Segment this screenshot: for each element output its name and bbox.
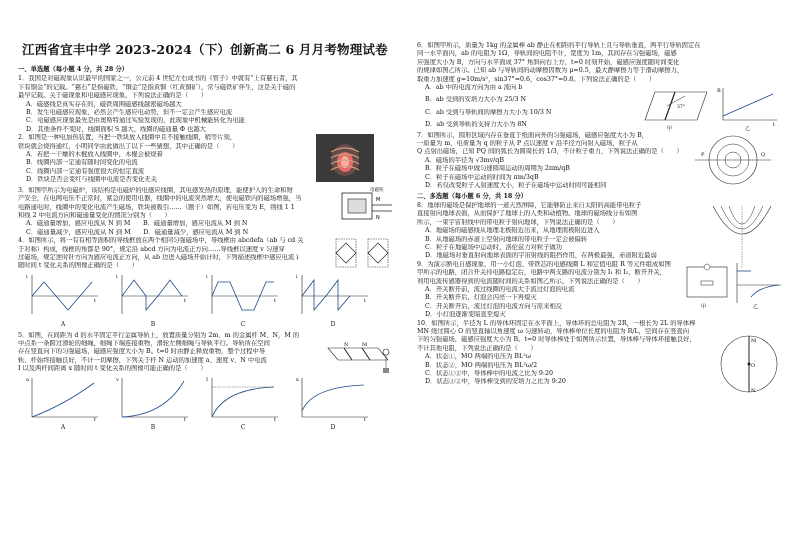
q9-option-a: A．开关断开前，流过线圈的电流大于流过灯泡的电流 xyxy=(425,285,575,293)
svg-text:B: B xyxy=(717,88,721,94)
question-2 xyxy=(18,134,308,184)
q8-option-d: D．地磁场对垂直射向地球表面的宇宙射线的阻挡作用，在两极最强，赤道附近最弱 xyxy=(425,252,657,260)
section-header-multiple-choice: 二、多选题（每小题 6 分，共 18 分） xyxy=(417,192,528,200)
q5-graph-c-xaxis: t xyxy=(274,416,277,421)
svg-text:M: M xyxy=(376,196,381,203)
q6-option-a: A．ab 中的电流方向为由 a 流向 b xyxy=(425,84,523,92)
svg-text:N: N xyxy=(751,387,756,394)
svg-text:M: M xyxy=(751,337,757,344)
svg-text:P: P xyxy=(701,151,705,158)
q4-graph-b xyxy=(114,272,192,330)
q3-line: 3．如图甲所示为电磁炉，该结构是电磁炉的电感应线圈，其电感发热的原理，能使护人的生命和财 xyxy=(18,186,293,194)
q3-line: 电路通电时，线圈中的变化电流产生磁场，铁块被吸引……（题干）如图，若电压变为 E，则线 1 1 xyxy=(18,203,295,211)
q9-line: 利用电流传感器得到的电流随时间的关系如图乙所示，下列说法正确的是（ ） xyxy=(417,277,644,285)
q7-option-d: D．若仅改变粒子入射速度大小，粒子在磁场中运动时间可能相同 xyxy=(425,182,607,190)
q2-option-a: A．若把一干燥的木棍放入线圈中，木棍会被烧着 xyxy=(26,151,163,159)
svg-text:N: N xyxy=(376,214,380,221)
rail-pulley-diagram xyxy=(324,338,394,374)
q5-graph-d-label: D xyxy=(330,424,336,431)
wire-frame-diagram xyxy=(334,235,394,271)
q6-line: 同一水平面内，ab 的电阻为 1Ω，导轨间的电阻不计，宽度为 1m，其间存在匀强磁场，磁感 xyxy=(417,50,677,58)
q5-graph-b-xaxis: t xyxy=(184,416,187,421)
question-8 xyxy=(417,202,702,261)
q6-fig-label-yi: 乙 xyxy=(745,126,751,132)
q3-option-ab: A．磁通量增加，感应电流从 N 到 M B．磁通量增加，感应电流从 M 到 N xyxy=(26,220,248,228)
q5-line: I 以及两杆间距离 x 随时间 t 变化关系的图像可能正确的是（ ） xyxy=(18,365,207,373)
q4-answer-graphs xyxy=(18,272,396,330)
q5-graph-c-yaxis: I xyxy=(206,376,208,383)
q4-graph-b-yaxis: i xyxy=(116,273,118,280)
q4-graph-b-label: B xyxy=(150,321,156,329)
q4-line: 过磁场，规定逆时针方向为感应电流正方向，从 ab 边进入磁场开始计时，下列描述线框中感应电流 i xyxy=(18,253,299,261)
q6-line: 的规律如图乙所示。已知 ab 与导轨间的动摩擦因数为 μ=0.5，最大静摩擦力等于滑动摩擦力， xyxy=(417,67,684,75)
q9-fig-label-yi: 乙 xyxy=(753,303,759,310)
q9-circuit-diagram xyxy=(683,261,733,311)
q7-circular-field xyxy=(693,132,773,188)
q9-fig-label-jia: 甲 xyxy=(701,303,707,310)
q2-line: 铁块就会烧得通红，小明同学由此做出了以下一些猜想，其中正确的是（ ） xyxy=(18,142,239,150)
q2-line: 2．如图是一种电加热装置，当把一铁块放入线圈中且不接触线圈，稍等片刻， xyxy=(18,134,237,142)
q5-graph-c-label: C xyxy=(240,424,246,431)
question-10 xyxy=(417,319,757,394)
q6-option-d: D．ab 受到导轨的支持力大小为 8N xyxy=(425,121,527,129)
q5-graph-a xyxy=(24,375,102,433)
q6-options xyxy=(417,84,632,130)
q8-line: 8．地球的磁场是保护地球的一道天然屏障，它能够防止来自太阳的高能带电粒子 xyxy=(417,201,642,209)
q4-graph-a-label: A xyxy=(60,321,66,329)
question-5 xyxy=(18,331,368,374)
right-column xyxy=(417,42,781,394)
q5-graph-b-label: B xyxy=(150,424,156,431)
q6-option-b: B．ab 受到的安培力大小为 25/3 N xyxy=(425,96,527,104)
svg-text:t: t xyxy=(773,122,776,128)
q4-graph-a xyxy=(24,272,102,330)
q10-option-d: D．状态①②中，导体棒受到的安培力之比为 9:20 xyxy=(425,378,566,386)
q6-figure-bt-graph xyxy=(717,86,779,132)
q3-option-cd: C．磁通量减少，感应电流从 N 到 M D．磁通量减少，感应电流从 M 到 N xyxy=(26,228,249,236)
q4-graph-c xyxy=(204,272,282,330)
q4-graph-d-yaxis: i xyxy=(296,273,298,280)
q8-line: 所示，一束宇宙射线中的带电粒子射向地球，下列说法正确的是（ ） xyxy=(417,218,619,226)
left-column xyxy=(18,64,396,432)
q9-option-b: B．开关断开后，灯泡会闪亮一下再熄灭 xyxy=(425,294,537,302)
question-7 xyxy=(417,131,766,191)
q5-graph-d-yaxis: x xyxy=(296,376,299,383)
heating-coil-photo xyxy=(316,134,374,182)
q4-graph-d xyxy=(294,272,372,330)
q1-option-c: C．电磁感应现象最先是由奥斯特通过实验发现的，此现象中机械能转化为电能 xyxy=(26,117,245,125)
q3-line: 和线 2 中电流方向和磁通量变化的情况分别为（ ） xyxy=(18,211,171,219)
q4-graph-a-yaxis: i xyxy=(26,273,28,280)
q4-line: 于对称）构成，线框的角都是 90°，规定沿 abcd 方向为电流正方向……导线框以速度 v 匀速穿 xyxy=(18,245,285,253)
q6-fig-label-jia: 甲 xyxy=(667,126,673,132)
q1-option-d: D．其他条件不变时，线圈面积 S 越大，线圈的磁通量 Φ 也越大 xyxy=(26,125,206,133)
question-4 xyxy=(18,237,318,271)
exam-title: 江西省宜丰中学 2023-2024（下）创新高二 6 月月考物理试卷 xyxy=(22,42,388,57)
q4-graph-d-xaxis: t xyxy=(364,297,367,304)
q10-line: 下的匀强磁场，磁感应强度大小为 B。t=0 时导体棒处于如图所示位置，导体棒与导体环接触良好， xyxy=(417,336,696,344)
q5-graph-b-yaxis: v xyxy=(116,376,119,383)
q10-option-c: C．状态①②中，导体棒中的电流之比为 9:20 xyxy=(425,370,554,378)
q5-line: 存在竖直向下的匀强磁场，磁感应强度大小为 B。t=0 时由静止释放重物，整个过程中导 xyxy=(18,348,266,356)
q1-option-a: A．磁感线是真实存在的，磁铁周围磁感线越密磁场越大 xyxy=(26,100,182,108)
q10-ring-diagram xyxy=(717,332,781,396)
q4-line: 随时间 t 变化关系的图像正确的是（ ） xyxy=(18,262,138,270)
q9-option-c: C．开关断开后，流过灯泡的电流方向与原来相反 xyxy=(425,302,563,310)
q8-option-a: A．地磁场的磁感线从地理北极附近出来，从地理南极附近进入 xyxy=(425,227,600,235)
q3-line: 产安全，在电网电压不正常时，紧急的使用电器，线圈中的电流突然增大，使电磁铁内的磁场增强，当 xyxy=(18,195,302,203)
svg-text:O: O xyxy=(751,362,756,369)
q7-option-c: C．粒子在磁场中运动的时间为 πm/3qB xyxy=(425,173,539,181)
q10-line: 不计其他电阻，下列说法正确的是（ ） xyxy=(417,344,537,352)
q1-line: 最早记载。关于磁现象和电磁感应现象，下列说法正确的是（ ） xyxy=(18,92,207,100)
q8-option-b: B．从地磁场的赤道上空射向地球的带电粒子一定会被偏转 xyxy=(425,235,588,243)
section-header-single-choice: 一、单选题（每小题 4 分，共 28 分） xyxy=(18,66,129,73)
q10-option-b: B．状态②，MO 两端的电压为 BL²ω/2 xyxy=(425,361,538,369)
q5-graph-a-xaxis: t xyxy=(94,416,97,421)
question-9 xyxy=(417,260,759,320)
q5-line: 5．如图，在间距为 d 的水平固定平行金属导轨上，放置质量分别为 2m、m 的金属杆 M、N，M 的 xyxy=(18,331,300,339)
electromagnet-label: 电磁铁 xyxy=(370,187,384,193)
q5-graph-c xyxy=(204,375,282,433)
q6-line: 取重力加速度 g=10m/s²，sin37°=0.6，cos37°=0.8。下列说法正确的是（ ） xyxy=(417,75,656,83)
q7-line: 7．如图所示，圆形区域内存在垂直于纸面向外的匀强磁场，磁感应强度大小为 B， xyxy=(417,131,649,139)
question-3 xyxy=(18,186,384,237)
q10-line: 10．如图所示，半径为 L 的导体环固定在水平面上，导体环的总电阻为 2R，一根长为 2L 的导体棒 xyxy=(417,319,696,327)
q5-graph-a-yaxis: a xyxy=(26,376,29,383)
q5-graph-a-label: A xyxy=(60,424,66,431)
q10-line: MN 绕过圆心 O 的竖直轴以角速度 ω 匀速转动，导体棒单位长度的电阻为 R/L，空间存在竖直向 xyxy=(417,328,689,335)
q5-line: 轨、杆始终接触良好，不计一切摩擦，下列关于杆 N 运动的加速度 a、速度 v、N 中电流 xyxy=(18,356,267,364)
svg-text:Q: Q xyxy=(761,151,766,158)
q7-line: Q 点射出磁场，已知 PQ 间的弧长为圆周长的 1/3，不计粒子重力，下列说法正确的是（ ） xyxy=(417,148,683,156)
q4-graph-d-label: D xyxy=(330,321,336,329)
q9-line: 甲所示的电路，闭合开关待电路稳定后，电路中两支路的电流分别为 I₁ 和 I₂，断开开关， xyxy=(417,269,667,277)
electromagnet-diagram xyxy=(336,185,396,229)
q9-current-graph xyxy=(733,261,783,311)
q4-graph-a-xaxis: t xyxy=(94,297,97,304)
q2-option-c: C．线圈内部一定通有强度很大的恒定直流 xyxy=(26,167,145,175)
svg-text:N: N xyxy=(344,341,349,348)
q5-graph-b xyxy=(114,375,192,433)
q1-line: 下有铜金”的记载。“慈石”是指磁铁，“铜金”是指黄铜（红黄铜矿），常与磁铁矿伴生，这是关于磁的 xyxy=(18,83,296,91)
q4-graph-c-xaxis: t xyxy=(274,297,277,304)
q8-line: 直接射向地球表面，从而保护了地球上的人类和动植物。地球的磁场线分布如图 xyxy=(417,210,638,218)
q4-graph-b-xaxis: t xyxy=(184,297,187,304)
q5-graph-d-xaxis: t xyxy=(364,416,367,421)
q4-graph-c-label: C xyxy=(240,321,246,329)
q8-option-c: C．粒子在地磁场中运动时，洛伦兹力对粒子做功 xyxy=(425,243,563,251)
svg-text:37°: 37° xyxy=(677,105,685,110)
q9-line: 9．为演示断电自感现象，用一小灯泡、带铁芯的电感线圈 L 和定值电阻 R 等元件组成如图 xyxy=(417,260,671,268)
question-1 xyxy=(18,75,396,134)
q6-option-c: C．ab 受到与导轨间的摩擦力大小为 10/3 N xyxy=(425,108,552,116)
q4-line: 4．如图所示，将一有有相等面积的导线框放在两个相同匀强磁场中，导线框由 abcdefa（ab 与 cd 关 xyxy=(18,237,304,245)
q10-option-a: A．状态①，MO 两端的电压为 BL²ω xyxy=(425,353,531,361)
q2-option-d: D．铁块是否会变红与线圈中电流是否变化无关 xyxy=(26,176,157,184)
q5-graph-d xyxy=(294,375,372,433)
q6-line: 应强度大小为 B，方向与水平面成 37° 角斜向右上方，t=0 时刻开始，磁感应强度随时间变化 xyxy=(417,58,680,66)
q2-option-b: B．线圈内部一定通有随时间变化的电流 xyxy=(26,159,138,167)
q1-option-b: B．发生电磁感应现象，必然会产生感应电动势，但不一定会产生感应电流 xyxy=(26,109,233,117)
q5-line: 中点系一条跨过滑轮的细绳，细绳下端连接重物，滑轮左侧细绳与导轨平行。导轨所在空间 xyxy=(18,339,270,347)
q5-answer-graphs xyxy=(18,375,396,433)
q9-option-d: D．小灯泡逐渐变暗直至熄灭 xyxy=(425,311,506,319)
svg-text:M: M xyxy=(362,341,368,348)
q7-option-b: B．粒子在磁场中做匀速圆周运动的周期为 2πm/qB xyxy=(425,165,570,173)
q7-line: 一质量为 m、电荷量为 q 的粒子从 P 点以速度 v 沿半径方向射入磁场，粒子从 xyxy=(417,140,638,148)
q1-line: 1．我国是对磁现象认识最早的国家之一，公元前 4 世纪左右成书的《管子》中就有“上有慈石者，其 xyxy=(18,75,298,83)
q4-graph-c-yaxis: i xyxy=(206,273,208,280)
q7-option-a: A．磁场的半径为 √3mv/qB xyxy=(425,156,504,164)
question-6 xyxy=(417,42,781,130)
q6-figure-rails xyxy=(641,86,711,132)
q6-line: 6．如图甲所示，质量为 1kg 的金属棒 ab 静止在相距的平行导轨上且与导轨垂直，两平行导轨固定在 xyxy=(417,42,701,49)
